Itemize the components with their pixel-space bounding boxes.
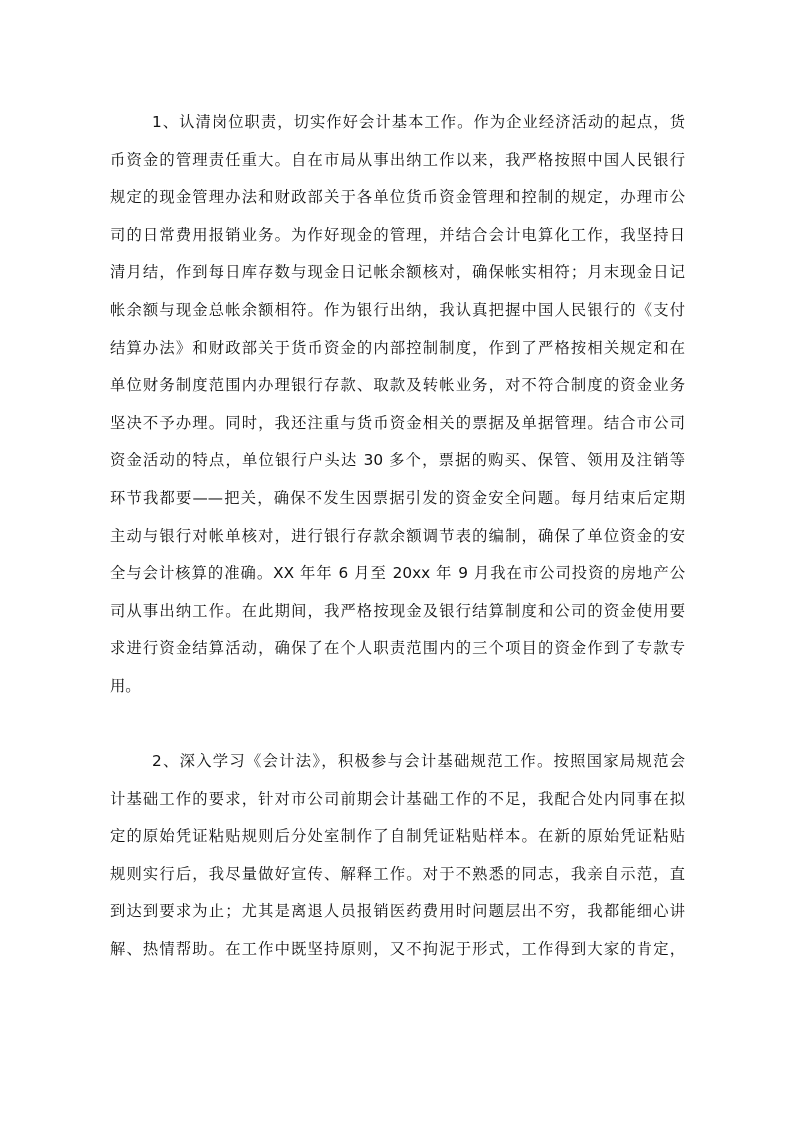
paragraph-line: 规定的现金管理办法和财政部关于各单位货币资金管理和控制的规定，办理市公 [110,188,685,207]
paragraph-line: 求进行资金结算活动，确保了在个人职责范围内的三个项目的资金作到了专款专 [110,639,685,658]
paragraph-line: 司从事出纳工作。在此期间，我严格按现金及银行结算制度和公司的资金使用要 [110,601,685,620]
paragraph-line: 全与会计核算的准确。XX 年年 6 月至 20xx 年 9 月我在市公司投资的房地产公 [110,564,685,583]
paragraph-line: 用。 [110,676,141,695]
paragraph-line: 到达到要求为止；尤其是离退人员报销医药费用时问题层出不穷，我都能细心讲 [110,902,685,921]
paragraph-line: 司的日常费用报销业务。为作好现金的管理，并结合会计电算化工作，我坚持日 [110,225,685,244]
paragraph-1 [110,104,685,706]
paragraph-line: 坚决不予办理。同时，我还注重与货币资金相关的票据及单据管理。结合市公司 [110,413,685,432]
paragraph-line: 结算办法》和财政部关于货币资金的内部控制制度，作到了严格按相关规定和在 [110,338,685,357]
paragraph-line: 帐余额与现金总帐余额相符。作为银行出纳，我认真把握中国人民银行的《支付 [110,300,685,319]
paragraph-line: 资金活动的特点，单位银行户头达 30 多个，票据的购买、保管、领用及注销等 [110,451,685,470]
paragraph-2 [110,743,685,969]
paragraph-line: 定的原始凭证粘贴规则后分处室制作了自制凭证粘贴样本。在新的原始凭证粘贴 [110,827,685,846]
document-body [110,104,685,969]
paragraph-line: 规则实行后，我尽量做好宣传、解释工作。对于不熟悉的同志，我亲自示范，直 [110,864,685,883]
paragraph-line: 币资金的管理责任重大。自在市局从事出纳工作以来，我严格按照中国人民银行 [110,150,685,169]
paragraph-line: 清月结，作到每日库存数与现金日记帐余额核对，确保帐实相符；月末现金日记 [110,263,685,282]
paragraph-line: 单位财务制度范围内办理银行存款、取款及转帐业务，对不符合制度的资金业务 [110,376,685,395]
paragraph-line: 1、认清岗位职责，切实作好会计基本工作。作为企业经济活动的起点，货 [152,113,685,131]
paragraph-line: 2、深入学习《会计法》，积极参与会计基础规范工作。按照国家局规范会 [152,752,685,771]
paragraph-spacer [110,706,685,744]
paragraph-line: 环节我都要——把关，确保不发生因票据引发的资金安全问题。每月结束后定期 [110,488,685,507]
paragraph-line: 解、热情帮助。在工作中既坚持原则，又不拘泥于形式，工作得到大家的肯定， [110,940,685,959]
paragraph-line: 计基础工作的要求，针对市公司前期会计基础工作的不足，我配合处内同事在拟 [110,789,685,808]
paragraph-line: 主动与银行对帐单核对，进行银行存款余额调节表的编制，确保了单位资金的安 [110,526,685,545]
